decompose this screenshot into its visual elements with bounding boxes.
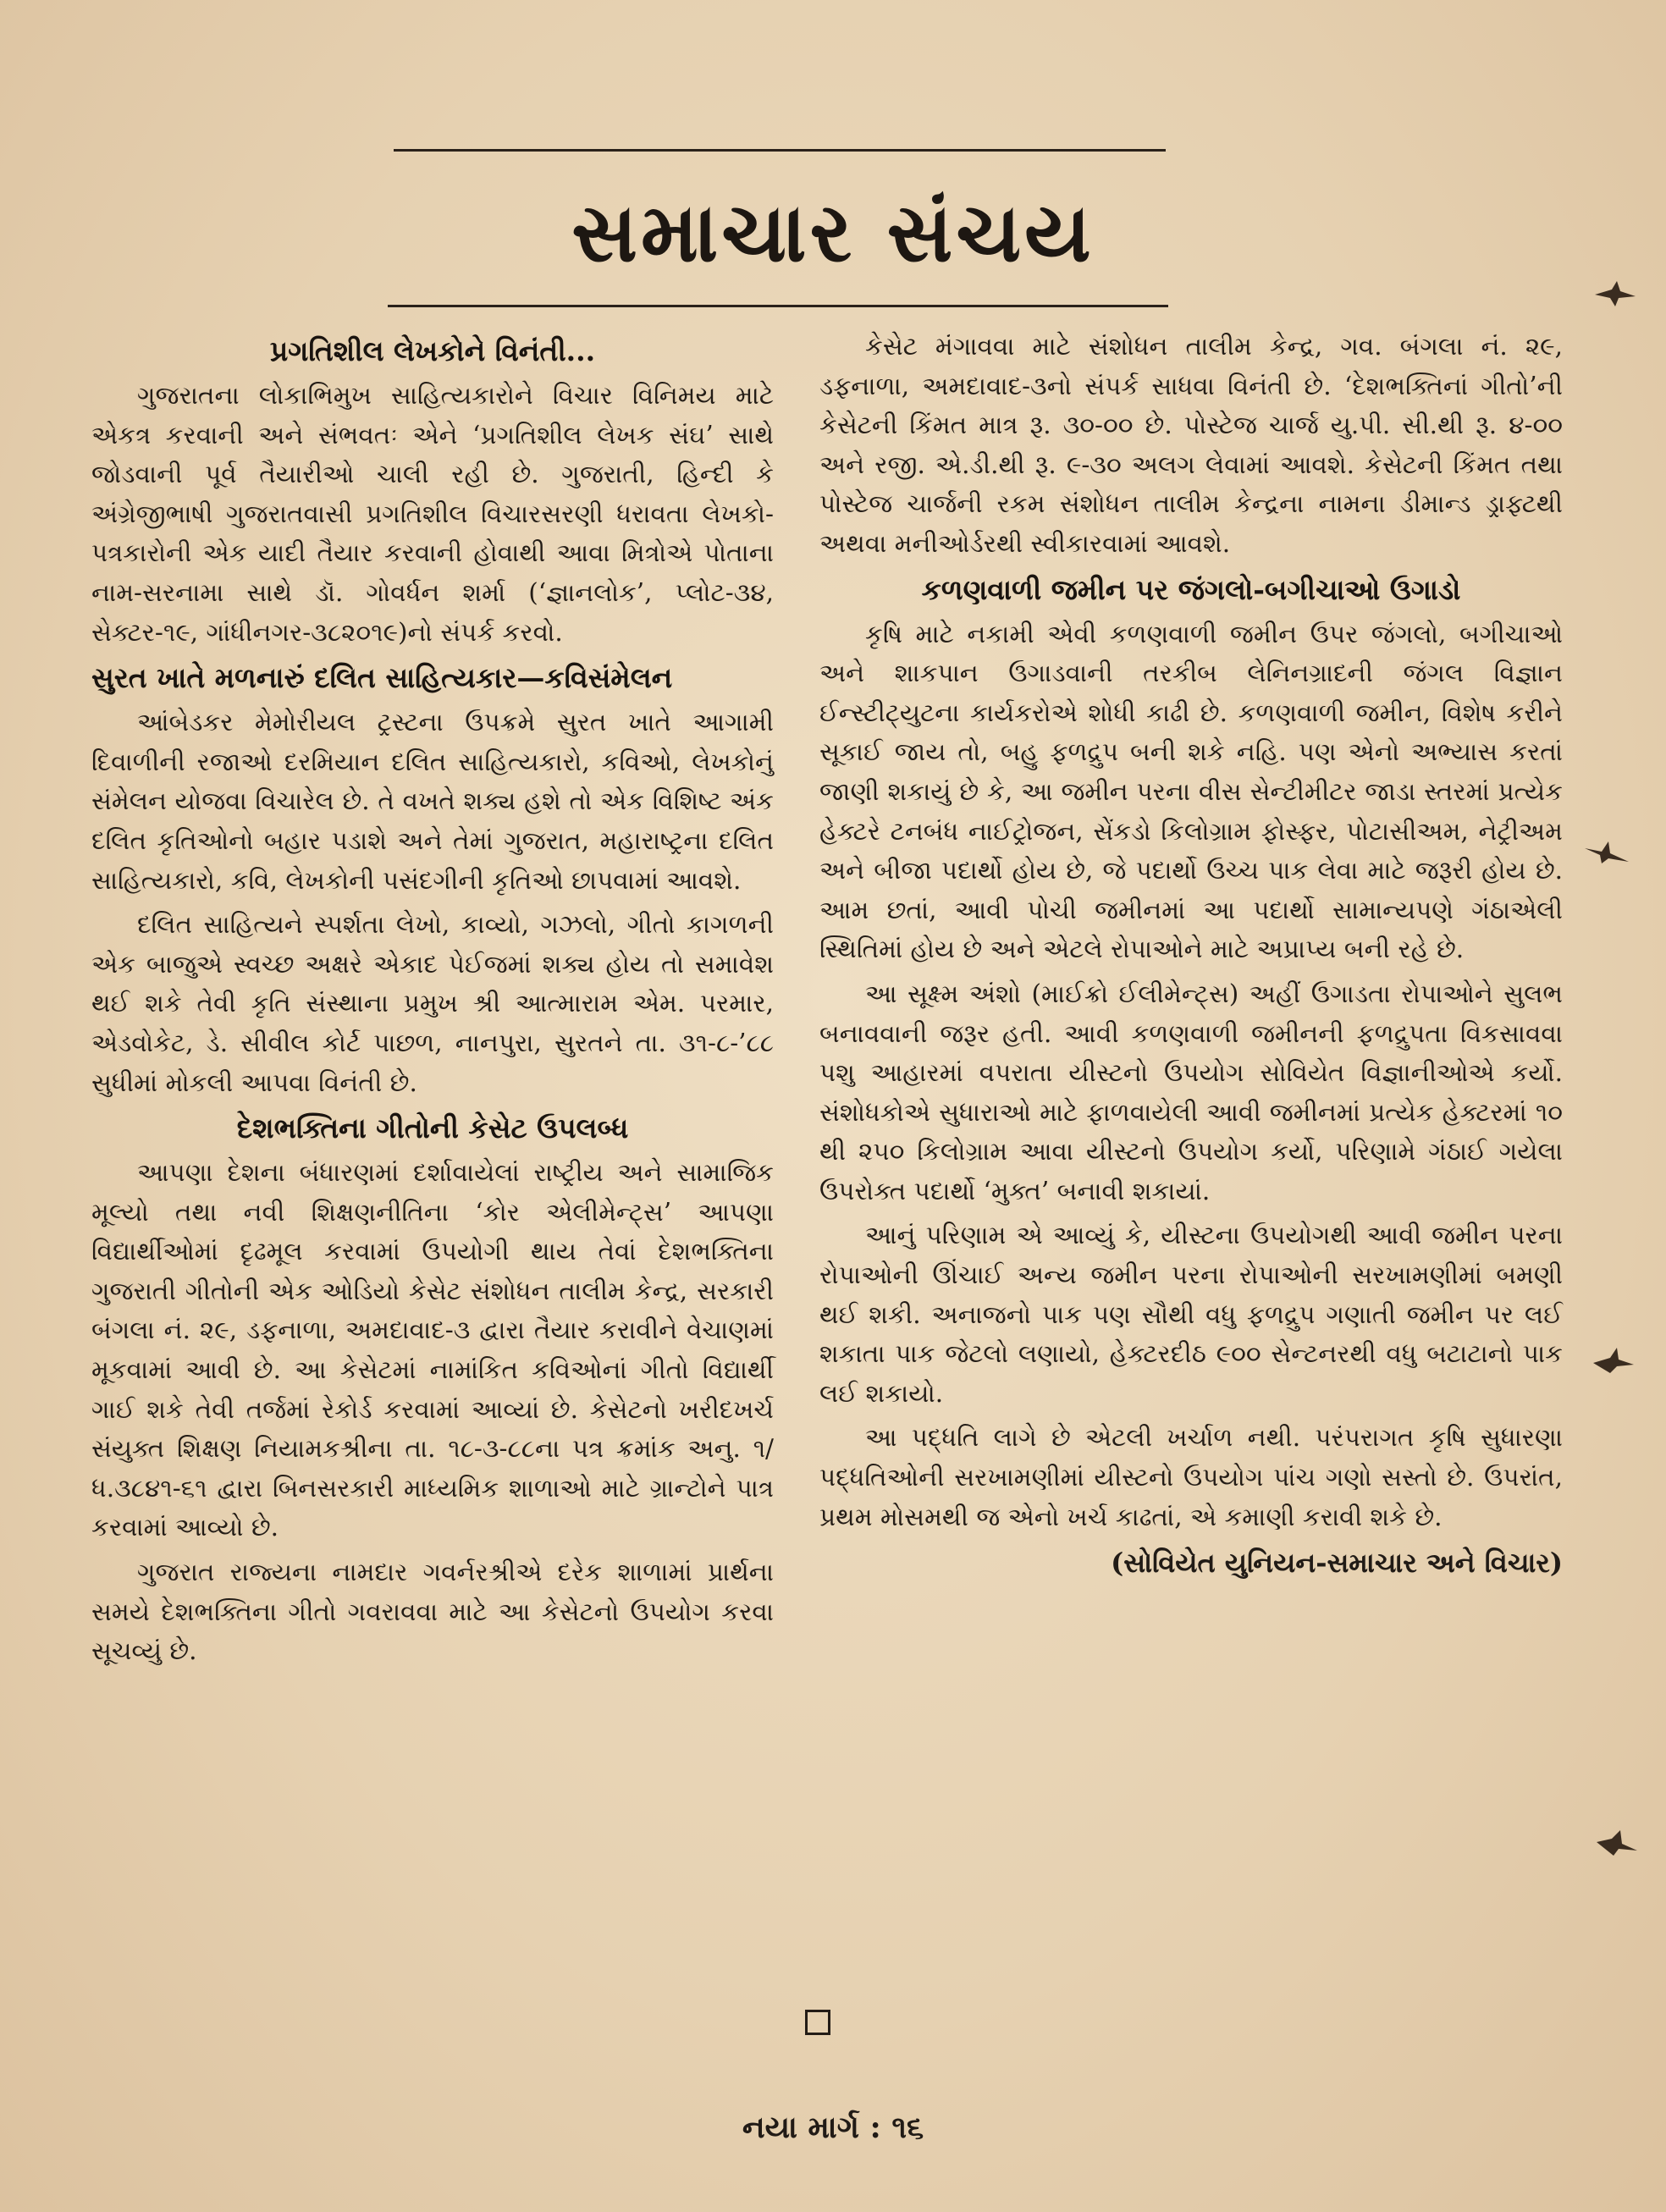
article-paragraph: ગુજરાતના લોકાભિમુખ સાહિત્યકારોને વિચાર વિનિમય માટે એકત્ર કરવાની અને સંભવતઃ એને ‘પ્રગતિશીલ લેખક સંઘ’ સાથે જોડવાની પૂર્વ તૈયારીઓ ચાલી રહી છે. ગુજરાતી, હિન્દી કે અંગ્રેજીભાષી ગુજરાતવાસી પ્રગતિશીલ વિચારસરણી ધરાવતા લેખકો-પત્રકારોની એક યાદી તૈયાર કરવાની હોવાથી આવા મિત્રોએ પોતાના નામ-સરનામા સાથે ડૉ. ગોવર્ધન શર્મા (‘જ્ઞાનલોક’, પ્લોટ-૩૪, સેક્ટર-૧૯, ગાંધીનગર-૩૮૨૦૧૯)નો સંપર્ક કરવો. <box>91 381 774 647</box>
article-paragraph: આ પદ્ધતિ લાગે છે એટલી ખર્ચાળ નથી. પરંપરાગત કૃષિ સુધારણા પદ્ધતિઓની સરખામણીમાં યીસ્ટનો ઉપયોગ પાંચ ગણો સસ્તો છે. ઉપરાંત, પ્રથમ મોસમથી જ એનો ખર્ચ કાઢતાં, એ કમાણી કરાવી શકે છે. <box>819 1423 1563 1531</box>
paper-tear-mark <box>1592 279 1639 308</box>
left-column <box>91 327 774 1676</box>
page-title: સમાચાર સંચય <box>571 185 1095 280</box>
paper-tear-mark <box>1593 1829 1641 1857</box>
right-column <box>819 327 1563 1584</box>
article-paragraph: ગુજરાત રાજ્યના નામદાર ગવર્નરશ્રીએ દરેક શાળામાં પ્રાર્થના સમયે દેશભક્તિના ગીતો ગવરાવવા માટે આ કેસેટનો ઉપયોગ કરવા સૂચવ્યું છે. <box>91 1558 774 1666</box>
article-paragraph: આંબેડકર મેમોરીયલ ટ્રસ્ટના ઉપક્રમે સુરત ખાતે આગામી દિવાળીની રજાઓ દરમિયાન દલિત સાહિત્યકારો, કવિઓ, લેખકોનું સંમેલન યોજવા વિચારેલ છે. તે વખતે શક્ય હશે તો એક વિશિષ્ટ અંક દલિત કૃતિઓનો બહાર પડાશે અને તેમાં ગુજરાત, મહારાષ્ટ્રના દલિત સાહિત્યકારો, કવિ, લેખકોની પસંદગીની કૃતિઓ છાપવામાં આવશે. <box>91 708 774 895</box>
article-paragraph: આ સૂક્ષ્મ અંશો (માઈક્રો ઈલીમેન્ટ્સ) અહીં ઉગાડતા રોપાઓને સુલભ બનાવવાની જરૂર હતી. આવી કળણવાળી જમીનની ફળદ્રુપતા વિકસાવવા પશુ આહારમાં વપરાતા યીસ્ટનો ઉપયોગ સોવિયેત વિજ્ઞાનીઓએ કર્યો. સંશોધકોએ સુધારાઓ માટે ફાળવાયેલી આવી જમીનમાં પ્રત્યેક હેક્ટરમાં ૧૦ થી ૨૫૦ કિલોગ્રામ આવા યીસ્ટનો ઉપયોગ કર્યો, પરિણામે ગંઠાઈ ગયેલા ઉપરોક્ત પદાર્થો ‘મુક્ત’ બનાવી શકાયાં. <box>819 979 1563 1205</box>
paper-tear-mark <box>1583 838 1630 867</box>
article-heading-marshland-forests: કળણવાળી જમીન પર જંગલો-બગીચાઓ ઉગાડો <box>921 572 1461 606</box>
article-paragraph: કૃષિ માટે નકામી એવી કળણવાળી જમીન ઉપર જંગલો, બગીચાઓ અને શાકપાન ઉગાડવાની તરકીબ લેનિનગ્રાદની જંગલ વિજ્ઞાન ઈન્સ્ટીટ્યુટના કાર્યકરોએ શોધી કાઢી છે. કળણવાળી જમીન, વિશેષ કરીને સૂકાઈ જાય તો, બહુ ફળદ્રુપ બની શકે નહિ. પણ એનો અભ્યાસ કરતાં જાણી શકાયું છે કે, આ જમીન પરના વીસ સેન્ટીમીટર જાડા સ્તરમાં પ્રત્યેક હેક્ટરે ટનબંધ નાઈટ્રોજન, સેંકડો કિલોગ્રામ ફોસ્ફર, પોટાસીઅમ, નેટ્રીઅમ અને બીજા પદાર્થો હોય છે, જે પદાર્થો ઉચ્ચ પાક લેવા માટે જરૂરી હોય છે. આમ છતાં, આવી પોચી જમીનમાં આ પદાર્થો સામાન્યપણે ગંઠાએલી સ્થિતિમાં હોય છે અને એટલે રોપાઓને માટે અપ્રાપ્ય બની રહે છે. <box>819 619 1563 964</box>
article-paragraph: કેસેટ મંગાવવા માટે સંશોધન તાલીમ કેન્દ્ર, ગવ. બંગલા નં. ૨૯, ડફનાળા, અમદાવાદ-૩નો સંપર્ક સાધવા વિનંતી છે. ‘દેશભક્તિનાં ગીતો’ની કેસેટની કિંમત માત્ર રૂ. ૩૦-૦૦ છે. પોસ્ટેજ ચાર્જ યુ.પી. સી.થી રૂ. ૪-૦૦ અને રજી. એ.ડી.થી રૂ. ૯-૩૦ અલગ લેવામાં આવશે. કેસેટની કિંમત તથા પોસ્ટેજ ચાર્જની રકમ સંશોધન તાલીમ કેન્દ્રના નામના ડીમાન્ડ ડ્રાફ્ટથી અથવા મનીઓર્ડરથી સ્વીકારવામાં આવશે. <box>819 332 1563 558</box>
page-footer: નયા માર્ગ : ૧૬ <box>742 2110 924 2145</box>
article-paragraph: આનું પરિણામ એ આવ્યું કે, યીસ્ટના ઉપયોગથી આવી જમીન પરના રોપાઓની ઊંચાઈ અન્ય જમીન પરના રોપાઓની સરખામણીમાં બમણી થઈ શકી. અનાજનો પાક પણ સૌથી વધુ ફળદ્રુપ ગણાતી જમીન પર લઈ શકાતા પાક જેટલો લણાયો, હેક્ટરદીઠ ૯૦૦ સેન્ટનરથી વધુ બટાટાનો પાક લઈ શકાયો. <box>819 1221 1563 1408</box>
title-top-rule <box>394 149 1166 152</box>
article-source-credit: (સોવિયેત યુનિયન-સમાચાર અને વિચાર) <box>1111 1547 1563 1580</box>
article-paragraph: આપણા દેશના બંધારણમાં દર્શાવાયેલાં રાષ્ટ્રીય અને સામાજિક મૂલ્યો તથા નવી શિક્ષણનીતિના ‘કોર એલીમેન્ટ્સ’ આપણા વિદ્યાર્થીઓમાં દૃઢમૂલ કરવામાં ઉપયોગી થાય તેવાં દેશભક્તિના ગુજરાતી ગીતોની એક ઓડિયો કેસેટ સંશોધન તાલીમ કેન્દ્ર, સરકારી બંગલા નં. ૨૯, ડફનાળા, અમદાવાદ-૩ દ્વારા તૈયાર કરાવીને વેચાણમાં મૂકવામાં આવી છે. આ કેસેટમાં નામાંકિત કવિઓનાં ગીતો વિદ્યાર્થી ગાઈ શકે તેવી તર્જમાં રેકોર્ડ કરવામાં આવ્યાં છે. કેસેટનો ખરીદખર્ચ સંયુક્ત શિક્ષણ નિયામકશ્રીના તા. ૧૮-૩-૮૮ના પત્ર ક્રમાંક અનુ. ૧/ધ.૩૮૪૧-૬૧ દ્વારા બિનસરકારી માધ્યમિક શાળાઓ માટે ગ્રાન્ટોને પાત્ર કરવામાં આવ્યો છે. <box>91 1158 774 1542</box>
article-heading-progressive-writers: પ્રગતિશીલ લેખકોને વિનંતી... <box>269 334 596 367</box>
title-bottom-rule <box>388 305 1168 307</box>
article-heading-patriotic-cassette: દેશભક્તિના ગીતોની કેસેટ ઉપલબ્ધ <box>236 1112 629 1145</box>
end-of-section-square-icon <box>805 2010 830 2035</box>
article-paragraph: દલિત સાહિત્યને સ્પર્શતા લેખો, કાવ્યો, ગઝલો, ગીતો કાગળની એક બાજુએ સ્વચ્છ અક્ષરે એકાદ પેઈજમાં શક્ય હોય તો સમાવેશ થઈ શકે તેવી કૃતિ સંસ્થાના પ્રમુખ શ્રી આત્મારામ એમ. પરમાર, એડવોકેટ, ડે. સીવીલ કોર્ટ પાછળ, નાનપુરા, સુરતને તા. ૩૧-૮-’૮૮ સુધીમાં મોકલી આપવા વિનંતી છે. <box>91 910 774 1097</box>
article-heading-dalit-poets-meet: સુરત ખાતે મળનારું દલિત સાહિત્યકાર—કવિસંમેલન <box>91 661 673 695</box>
paper-tear-mark <box>1588 1346 1636 1375</box>
